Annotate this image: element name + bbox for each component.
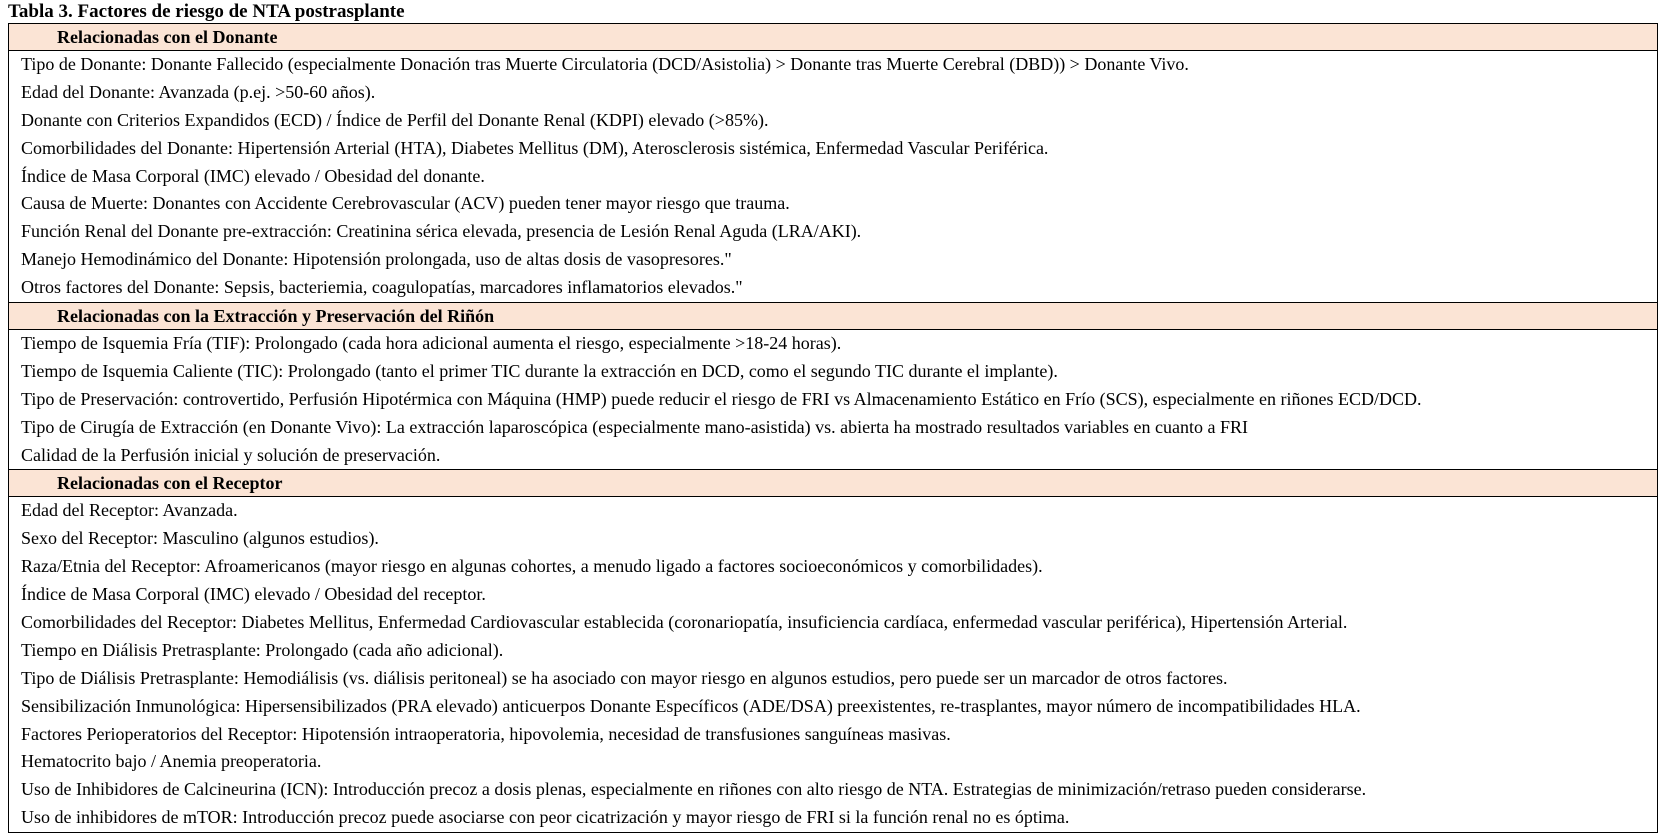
table-row: Uso de Inhibidores de Calcineurina (ICN): Introducción precoz a dosis plenas, especialmente en riñones con alto riesgo de NTA. Estrategias de minimización/retraso pueden considerarse. (21, 779, 1367, 800)
table-row: Función Renal del Donante pre-extracción: Creatinina sérica elevada, presencia de Lesión Renal Aguda (LRA/AKI). (21, 221, 862, 242)
table-row: Tipo de Diálisis Pretrasplante: Hemodiálisis (vs. diálisis peritoneal) se ha asociado con mayor riesgo en algunos estudios, pero puede ser un marcador de otros factores. (21, 667, 1228, 688)
table-row: Edad del Donante: Avanzada (p.ej. >50-60 años). (21, 81, 376, 102)
table-row: Tiempo de Isquemia Caliente (TIC): Prolongado (tanto el primer TIC durante la extracción en DCD, como el segundo TIC durante el implante). (21, 360, 1058, 381)
table-title: Tabla 3. Factores de riesgo de NTA postrasplante (8, 1, 405, 22)
table-row: Comorbilidades del Receptor: Diabetes Mellitus, Enfermedad Cardiovascular establecida (coronariopatía, insuficiencia cardíaca, enfermedad vascular periférica), Hipertensión Arterial. (21, 612, 1348, 633)
section-extraction-preservation (9, 302, 1657, 469)
table-row: Donante con Criterios Expandidos (ECD) / Índice de Perfil del Donante Renal (KDPI) elevado (>85%). (21, 109, 769, 130)
table-row: Sensibilización Inmunológica: Hipersensibilizados (PRA elevado) anticuerpos Donante Específicos (ADE/DSA) preexistentes, re-trasplantes, mayor número de incompatibilidades HLA. (21, 695, 1361, 716)
section-donor (9, 24, 1657, 302)
table-row: Manejo Hemodinámico del Donante: Hipotensión prolongada, uso de altas dosis de vasopresores." (21, 249, 732, 270)
table-row: Sexo del Receptor: Masculino (algunos estudios). (21, 528, 379, 549)
table-row: Raza/Etnia del Receptor: Afroamericanos (mayor riesgo en algunas cohortes, a menudo ligado a factores socioeconómicos y comorbilidades). (21, 556, 1043, 577)
table-row: Calidad de la Perfusión inicial y solución de preservación. (21, 444, 441, 465)
table-row: Otros factores del Donante: Sepsis, bacteriemia, coagulopatías, marcadores inflamatorios elevados." (21, 277, 743, 298)
table-row: Índice de Masa Corporal (IMC) elevado / Obesidad del receptor. (21, 584, 486, 605)
table-row: Causa de Muerte: Donantes con Accidente Cerebrovascular (ACV) pueden tener mayor riesgo que trauma. (21, 193, 790, 214)
table-row: Edad del Receptor: Avanzada. (21, 500, 238, 521)
table-row: Índice de Masa Corporal (IMC) elevado / Obesidad del donante. (21, 165, 485, 186)
table-row: Tipo de Donante: Donante Fallecido (especialmente Donación tras Muerte Circulatoria (DCD/Asistolia) > Donante tras Muerte Cerebral (DBD)) > Donante Vivo. (21, 54, 1189, 74)
section-header-donor: Relacionadas con el Donante (9, 24, 1657, 51)
table-row: Comorbilidades del Donante: Hipertensión Arterial (HTA), Diabetes Mellitus (DM), Aterosclerosis sistémica, Enfermedad Vascular Periférica. (21, 137, 1049, 158)
table-row: Tipo de Cirugía de Extracción (en Donante Vivo): La extracción laparoscópica (especialmente mano-asistida) vs. abierta ha mostrado resultados variables en cuanto a FRI (21, 416, 1249, 437)
table-row: Tipo de Preservación: controvertido, Perfusión Hipotérmica con Máquina (HMP) puede reducir el riesgo de FRI vs Almacenamiento Estático en Frío (SCS), especialmente en riñones ECD/DCD. (21, 388, 1422, 409)
table-row: Tiempo en Diálisis Pretrasplante: Prolongado (cada año adicional). (21, 639, 504, 660)
table-row: Uso de inhibidores de mTOR: Introducción precoz puede asociarse con peor cicatrización y mayor riesgo de FRI si la función renal no es óptima. (21, 807, 1070, 828)
section-header-recipient: Relacionadas con el Receptor (9, 469, 1657, 497)
table-row: Factores Perioperatorios del Receptor: Hipotensión intraoperatoria, hipovolemia, necesidad de transfusiones sanguíneas masivas. (21, 723, 951, 744)
table-row: Hematocrito bajo / Anemia preoperatoria. (21, 751, 322, 772)
risk-factors-table (8, 23, 1658, 833)
section-header-extraction: Relacionadas con la Extracción y Preservación del Riñón (9, 302, 1657, 330)
table-row: Tiempo de Isquemia Fría (TIF): Prolongado (cada hora adicional aumenta el riesgo, especialmente >18-24 horas). (21, 333, 842, 354)
section-recipient (9, 469, 1657, 832)
